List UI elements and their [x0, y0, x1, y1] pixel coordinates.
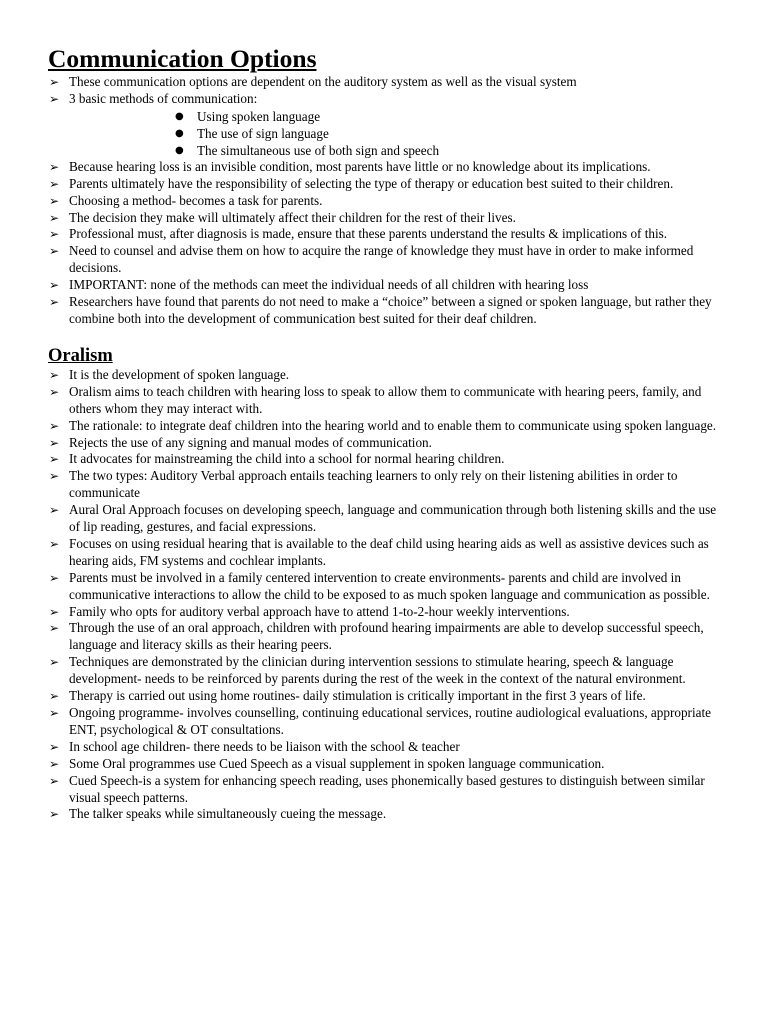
list-item [48, 570, 728, 604]
list-item-text: 3 basic methods of communication: [69, 90, 258, 106]
arrow-bullet-icon: ➢ [49, 756, 60, 771]
list-item-text: Professional must, after diagnosis is made, ensure that these parents understand the results & implications of this. [69, 226, 668, 242]
arrow-bullet-icon: ➢ [49, 570, 60, 585]
sub-list-item-text: Using spoken language [197, 108, 321, 124]
arrow-bullet-icon: ➢ [49, 227, 60, 242]
list-item [48, 210, 728, 227]
dot-bullet-icon: ● [175, 144, 184, 156]
list-item-text: The rationale: to integrate deaf children into the hearing world and to enable them to communicate using spoken language. [69, 417, 717, 433]
arrow-bullet-icon: ➢ [49, 193, 60, 208]
sub-list-item-text: The use of sign language [197, 125, 329, 141]
list-item [48, 756, 728, 773]
list-item-text: Focuses on using residual hearing that is available to the deaf child using hearing aids as well as assistive devices such as hearing aids, FM systems and cochlear implants. [69, 535, 709, 568]
sub-bullet-list [48, 108, 728, 159]
arrow-bullet-icon: ➢ [49, 75, 60, 89]
list-item [48, 294, 728, 328]
arrow-bullet-icon: ➢ [49, 739, 60, 754]
list-item [48, 536, 728, 570]
section-oralism [48, 345, 728, 823]
list-item-text: It is the development of spoken language. [69, 366, 290, 382]
arrow-bullet-icon: ➢ [49, 384, 60, 399]
list-item [48, 604, 728, 621]
list-item-text: Researchers have found that parents do not need to make a “choice” between a signed or spoken language, but rather they combine both into the development of communication best suited for their deaf children. [69, 294, 712, 326]
section-communication-options [48, 44, 728, 328]
list-item-text: Rejects the use of any signing and manual modes of communication. [69, 434, 432, 450]
list-item-text: Aural Oral Approach focuses on developing speech, language and communication through both listening skills and the use of lip reading, gestures, and facial expressions. [69, 502, 717, 535]
list-item [48, 654, 728, 688]
arrow-bullet-icon: ➢ [49, 159, 60, 174]
sub-list-item [48, 142, 728, 159]
arrow-bullet-icon: ➢ [49, 807, 60, 822]
list-item [48, 384, 728, 418]
list-item [48, 367, 728, 384]
list-item-text: Need to counsel and advise them on how to acquire the range of knowledge they must have in order to make informed decisions. [69, 243, 694, 276]
bullet-list-oralism [48, 367, 728, 823]
list-item [48, 773, 728, 807]
list-item-text: Through the use of an oral approach, children with profound hearing impairments are able to develop successful speech, language and literacy skills as their hearing peers. [69, 620, 704, 653]
arrow-bullet-icon: ➢ [49, 210, 60, 225]
dot-bullet-icon: ● [175, 110, 184, 122]
heading-communication-options: Communication Options [48, 44, 317, 73]
list-item [48, 277, 728, 294]
list-item [48, 226, 728, 243]
list-item-text: Because hearing loss is an invisible condition, most parents have little or no knowledge about its implications. [69, 158, 651, 174]
list-item [48, 620, 728, 654]
arrow-bullet-icon: ➢ [49, 367, 60, 382]
list-item-text: The talker speaks while simultaneously cueing the message. [69, 806, 387, 822]
list-item-text: The decision they make will ultimately affect their children for the rest of their lives. [69, 209, 516, 225]
list-item [48, 451, 728, 468]
arrow-bullet-icon: ➢ [49, 689, 60, 704]
list-item-text: The two types: Auditory Verbal approach entails teaching learners to only rely on their listening abilities in order to communicate [69, 468, 678, 501]
list-item-text: Oralism aims to teach children with hearing loss to speak to allow them to communicate with hearing peers, family, and others whom they may interact with. [69, 383, 702, 416]
arrow-bullet-icon: ➢ [49, 655, 60, 670]
arrow-bullet-icon: ➢ [49, 435, 60, 450]
sub-list-item [48, 108, 728, 125]
list-item [48, 806, 728, 823]
arrow-bullet-icon: ➢ [49, 621, 60, 636]
list-item-text: It advocates for mainstreaming the child into a school for normal hearing children. [69, 451, 505, 467]
arrow-bullet-icon: ➢ [49, 503, 60, 518]
sub-list-item-text: The simultaneous use of both sign and speech [197, 142, 440, 158]
list-item-text: Therapy is carried out using home routines- daily stimulation is critically important in the first 3 years of life. [69, 688, 646, 704]
list-item-text: Parents must be involved in a family centered intervention to create environments- parents and child are involved in communicative interactions to allow the child to be exposed to as much spoken language and communication as possible. [69, 569, 710, 602]
list-item [48, 193, 728, 210]
list-item-text: These communication options are dependent on the auditory system as well as the visual system [69, 74, 577, 89]
arrow-bullet-icon: ➢ [49, 773, 60, 788]
list-item [48, 468, 728, 502]
bullet-list-communication-options [48, 74, 728, 328]
list-item-text: In school age children- there needs to be liaison with the school & teacher [69, 738, 460, 754]
list-item [48, 502, 728, 536]
list-item-text: Ongoing programme- involves counselling, continuing educational services, routine audiological evaluations, appropriate ENT, psychological & OT consultations. [69, 705, 711, 737]
list-item [48, 176, 728, 193]
arrow-bullet-icon: ➢ [49, 295, 60, 310]
arrow-bullet-icon: ➢ [49, 604, 60, 619]
list-item [48, 688, 728, 705]
list-item [48, 739, 728, 756]
list-item [48, 435, 728, 452]
list-item-text: Choosing a method- becomes a task for parents. [69, 192, 323, 208]
arrow-bullet-icon: ➢ [49, 418, 60, 433]
arrow-bullet-icon: ➢ [49, 706, 60, 720]
list-item-text: Cued Speech-is a system for enhancing speech reading, uses phonemically based gestures to distinguish between similar visual speech patterns. [69, 772, 705, 805]
arrow-bullet-icon: ➢ [49, 452, 60, 467]
arrow-bullet-icon: ➢ [49, 469, 60, 484]
list-item [48, 705, 728, 739]
arrow-bullet-icon: ➢ [49, 176, 60, 191]
list-item [48, 243, 728, 277]
arrow-bullet-icon: ➢ [49, 91, 60, 106]
list-item [48, 159, 728, 176]
list-item-text: IMPORTANT: none of the methods can meet the individual needs of all children with hearing loss [69, 277, 589, 293]
sub-list-item [48, 125, 728, 142]
list-item-text: Family who opts for auditory verbal approach have to attend 1-to-2-hour weekly interventions. [69, 603, 570, 619]
list-item-text: Techniques are demonstrated by the clinician during intervention sessions to stimulate hearing, speech & language development- needs to be reinforced by parents during the rest of the week in the context of the natural environment. [69, 654, 686, 687]
dot-bullet-icon: ● [175, 127, 184, 139]
arrow-bullet-icon: ➢ [49, 244, 60, 259]
list-item [48, 91, 728, 108]
list-item-text: Parents ultimately have the responsibility of selecting the type of therapy or education best suited to their children. [69, 175, 674, 191]
arrow-bullet-icon: ➢ [49, 536, 60, 551]
heading-oralism: Oralism [48, 345, 113, 366]
list-item [48, 418, 728, 435]
list-item-text: Some Oral programmes use Cued Speech as a visual supplement in spoken language communication. [69, 755, 605, 771]
arrow-bullet-icon: ➢ [49, 278, 60, 293]
list-item [48, 74, 728, 91]
